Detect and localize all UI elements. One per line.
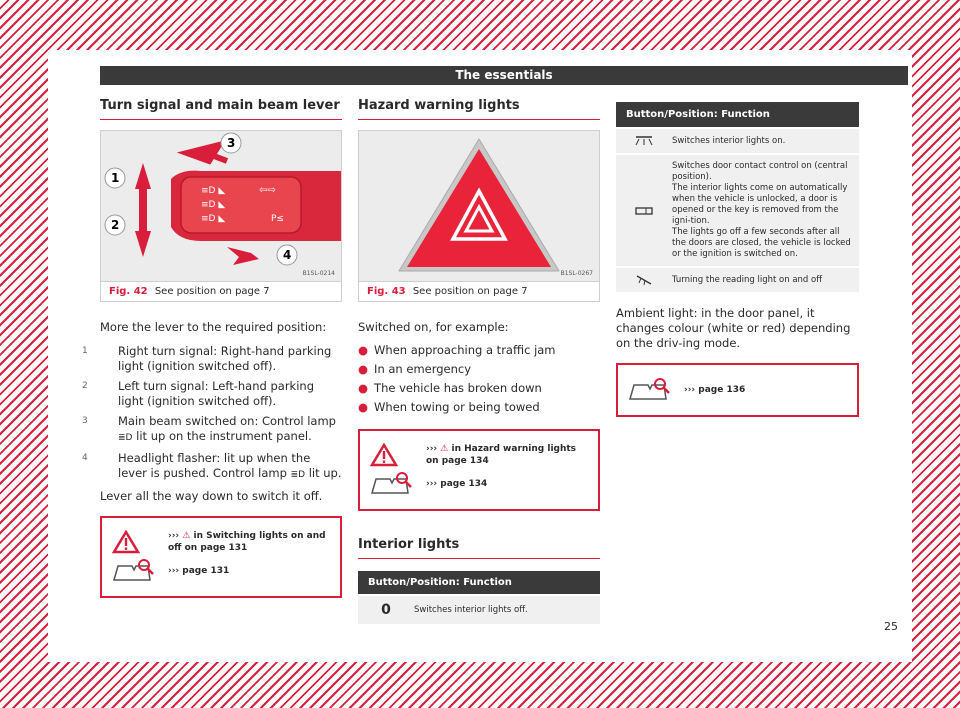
- table-row: [616, 129, 859, 153]
- table-header: Button/Position: Function: [358, 571, 600, 594]
- figure-hazard: [358, 130, 600, 302]
- row-function: Turning the reading light on and off: [672, 274, 823, 285]
- item-text-b: lit up on the instrument panel.: [136, 429, 312, 443]
- svg-text:⇦⇨: ⇦⇨: [259, 185, 276, 196]
- list-item: 2 Left turn signal: Left-hand parking light (ignition switched off).: [100, 379, 342, 409]
- callout-1: 1: [111, 171, 120, 185]
- list-item: ● In an emergency: [358, 362, 472, 376]
- table-row: [616, 268, 859, 292]
- section-title: Hazard warning lights: [358, 98, 600, 120]
- column-interior: [616, 102, 859, 417]
- warning-ref-text[interactable]: ››› ⚠ in Hazard warning lights on page 134: [426, 444, 577, 466]
- book-magnifier-icon: [628, 377, 676, 403]
- ambient-text: Ambient light: in the door panel, it changes colour (white or red) depending on the driv-ing mode.: [616, 306, 851, 350]
- svg-text:≡D ◣: ≡D ◣: [201, 200, 226, 210]
- figure-caption: [101, 281, 341, 301]
- table-row: [616, 155, 859, 266]
- hazard-illustration: [359, 131, 599, 281]
- row-function: Switches interior lights on.: [672, 135, 786, 146]
- hazard-list: [358, 341, 600, 417]
- reading-light-icon: [616, 268, 672, 292]
- figure-caption: [359, 281, 599, 301]
- figure-code: B1SL-0214: [302, 270, 335, 277]
- interior-lights-title: Interior lights: [358, 537, 600, 559]
- figure-caption-text: See position on page 7: [412, 286, 528, 297]
- page-ref: [112, 558, 330, 584]
- interior-table: [358, 571, 600, 624]
- column-turn-signal: [82, 98, 342, 598]
- list-item: 3 Main beam switched on: Control lamp ≣D lit up on the instrument panel.: [100, 414, 342, 446]
- interior-table-cont: [616, 102, 859, 292]
- warning-triangle-icon: [370, 443, 418, 467]
- page: [48, 50, 912, 662]
- item-text-b: lit up.: [308, 466, 342, 480]
- figure-caption-text: See position on page 7: [154, 286, 270, 297]
- list-item: 4 Headlight flasher: lit up when the lever is pushed. Control lamp ≣D lit up.: [100, 451, 342, 483]
- lever-illustration: [101, 131, 341, 281]
- main-beam-lamp-icon: ≣D: [118, 433, 133, 443]
- item-text: Right turn signal: Right-hand parking light (ignition switched off).: [118, 344, 332, 373]
- list-item: ● The vehicle has broken down: [358, 381, 542, 395]
- page-ref-text[interactable]: ››› page 131: [168, 566, 230, 576]
- lever-outro: Lever all the way down to switch it off.: [100, 489, 323, 503]
- page-ref-text[interactable]: ››› page 136: [684, 385, 746, 395]
- hazard-drawing: [359, 131, 599, 281]
- item-text: Left turn signal: Left-hand parking light (ignition switched off).: [118, 379, 314, 408]
- page-number: 25: [884, 620, 898, 633]
- list-item: ● When approaching a traffic jam: [358, 343, 556, 357]
- row-function: Switches interior lights off.: [414, 604, 528, 615]
- door-contact-icon: [616, 199, 672, 223]
- list-item: 1 Right turn signal: Right-hand parking light (ignition switched off).: [100, 344, 342, 374]
- callout-3: 3: [227, 136, 236, 150]
- svg-text:≡D ◣: ≡D ◣: [201, 214, 226, 224]
- warning-triangle-icon: [112, 530, 160, 554]
- page-ref: [370, 471, 588, 497]
- lever-positions: [82, 344, 342, 483]
- column-hazard: [358, 98, 600, 624]
- figure-number: Fig. 42: [109, 286, 148, 297]
- item-text: [100, 451, 342, 483]
- table-header: Button/Position: Function: [616, 102, 859, 127]
- reference-box: [616, 363, 859, 417]
- warning-ref-text[interactable]: ››› ⚠ in Switching lights on and off on page 131: [168, 531, 326, 553]
- lever-drawing: [101, 131, 341, 281]
- item-text-a: Main beam switched on: Control lamp: [118, 414, 336, 428]
- item-text-a: Headlight flasher: lit up when the lever is pushed. Control lamp: [118, 451, 311, 480]
- section-title: Turn signal and main beam lever: [100, 98, 342, 120]
- warning-ref: [370, 443, 588, 467]
- warning-ref: [112, 530, 330, 554]
- item-text: [100, 414, 342, 446]
- callout-2: 2: [111, 218, 120, 232]
- list-item: ● When towing or being towed: [358, 400, 540, 414]
- callout-4: 4: [283, 248, 292, 262]
- table-row: [358, 596, 600, 624]
- interior-light-on-icon: [616, 129, 672, 153]
- hazard-intro: Switched on, for example:: [358, 320, 509, 334]
- reference-box: [100, 516, 342, 598]
- figure-lever: [100, 130, 342, 302]
- section-header: The essentials: [100, 66, 908, 85]
- off-symbol: 0: [381, 602, 391, 618]
- row-function: Switches door contact control on (central position). The interior lights come on automatically when the vehicle is unlocked, a door is opened or the key is removed from the igni-tion. The lights go off a few seconds after all the doors are closed, the vehicle is locked or the ignition is switched on.: [672, 161, 851, 259]
- page-ref: [628, 377, 847, 403]
- page-ref-text[interactable]: ››› page 134: [426, 479, 488, 489]
- reference-box: [358, 429, 600, 511]
- book-magnifier-icon: [112, 558, 160, 584]
- svg-text:≡D ◣: ≡D ◣: [201, 186, 226, 196]
- svg-text:P≤: P≤: [271, 214, 284, 224]
- main-beam-lamp-icon: ≣D: [290, 470, 306, 480]
- lever-intro: More the lever to the required position:: [100, 320, 327, 334]
- figure-code: B1SL-0267: [560, 270, 593, 277]
- book-magnifier-icon: [370, 471, 418, 497]
- figure-number: Fig. 43: [367, 286, 406, 297]
